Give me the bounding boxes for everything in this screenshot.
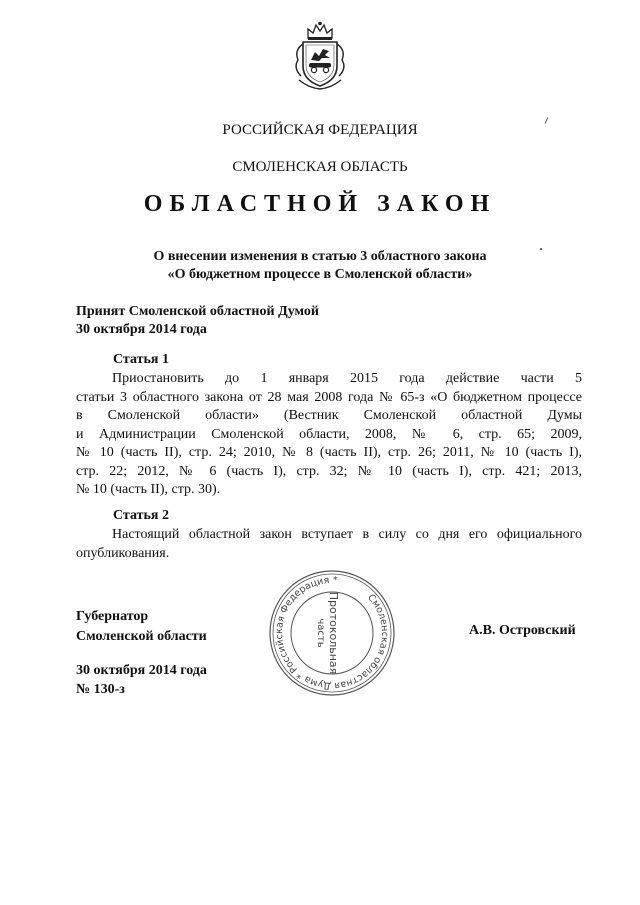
law-title-line: «О бюджетном процессе в Смоленской области» bbox=[167, 267, 473, 282]
region-heading: СМОЛЕНСКАЯ ОБЛАСТЬ bbox=[232, 159, 408, 175]
article-1-line: Приостановить до 1 января 2015 года действие части 5 bbox=[112, 371, 582, 386]
signer-position-line: Губернатор bbox=[76, 609, 149, 624]
law-date: 30 октября 2014 года bbox=[76, 663, 207, 678]
article-2-line: Настоящий областной закон вступает в силу со дня его официального bbox=[112, 527, 582, 542]
adoption-note bbox=[76, 303, 319, 339]
official-stamp bbox=[266, 567, 398, 699]
article-1-line: и Администрации Смоленской области, 2008, № 6, стр. 65; 2009, bbox=[76, 426, 582, 442]
stamp-inner-text: часть bbox=[315, 618, 326, 648]
adoption-date: 30 октября 2014 года bbox=[76, 322, 207, 337]
law-date-number bbox=[76, 661, 207, 699]
federation-heading: РОССИЙСКАЯ ФЕДЕРАЦИЯ bbox=[222, 122, 418, 138]
law-number: № 130-з bbox=[76, 682, 125, 697]
law-title bbox=[0, 248, 640, 284]
scan-speck bbox=[540, 248, 542, 250]
signer-name: А.В. Островский bbox=[469, 623, 576, 638]
article-1-line: стр. 22; 2012, № 6 (часть I), стр. 32; № 10 (часть I), стр. 421; 2013, bbox=[76, 463, 582, 479]
coat-of-arms-emblem bbox=[289, 20, 351, 92]
stamp-outer-text: Смоленская областная Дума * Российская Федерация * bbox=[273, 574, 391, 692]
article-1-line: статьи 3 областного закона от 28 мая 2008 года № 65-з «О бюджетном процессе bbox=[76, 389, 582, 405]
article-1-text bbox=[76, 370, 582, 500]
article-1-heading: Статья 1 bbox=[113, 352, 169, 367]
adoption-body: Принят Смоленской областной Думой bbox=[76, 304, 319, 319]
article-2-line: опубликования. bbox=[76, 545, 170, 561]
article-1-line: № 10 (часть II), стр. 30). bbox=[76, 482, 221, 497]
article-2-text bbox=[76, 526, 582, 563]
article-1-line: № 10 (часть II), стр. 24; 2010, № 8 (часть II), стр. 26; 2011, № 10 (часть I), bbox=[76, 445, 582, 460]
signer-position bbox=[76, 607, 207, 647]
signer-position-line: Смоленской области bbox=[76, 629, 207, 644]
article-1-line: в Смоленской области» (Вестник Смоленской областной Думы bbox=[76, 408, 582, 423]
law-title-line: О внесении изменения в статью 3 областного закона bbox=[153, 249, 487, 264]
article-2-heading: Статья 2 bbox=[113, 508, 169, 523]
stamp-inner-text: Протокольная bbox=[327, 591, 340, 675]
document-type-heading: ОБЛАСТНОЙ ЗАКОН bbox=[143, 191, 497, 217]
